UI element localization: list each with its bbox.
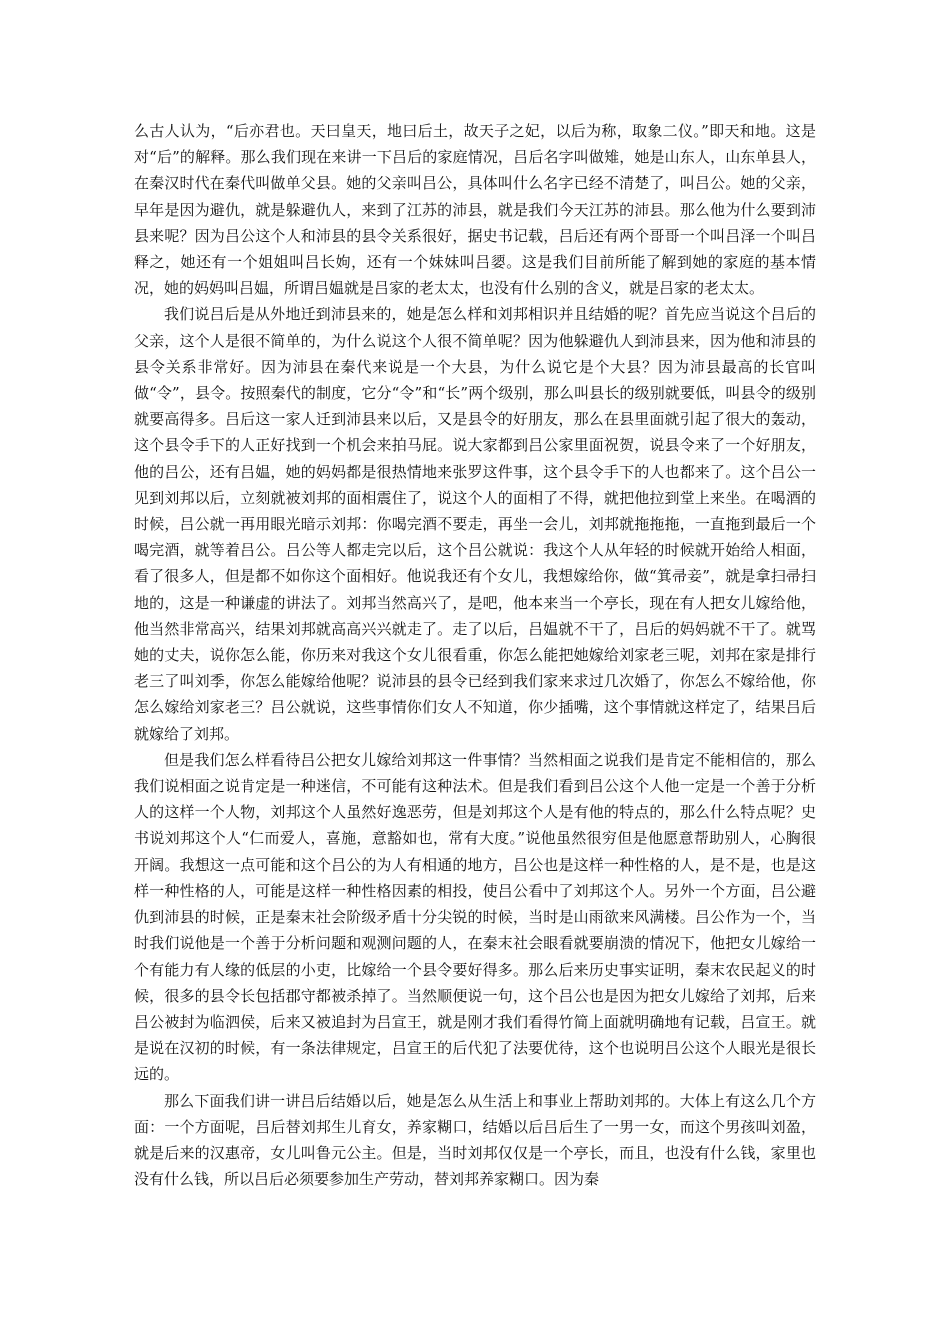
- paragraph-3: 但是我们怎么样看待吕公把女儿嫁给刘邦这一件事情？当然相面之说我们是肯定不能相信的，那么我们说相面之说肯定是一种迷信，不可能有这种法术。但是我们看到吕公这个人他一定是一个善于分析人的这样一个人物，刘邦这个人虽然好逸恶劳，但是刘邦这个人是有他的特点的，那么什么特点呢？史书说刘邦这个人“仁而爱人，喜施，意豁如也，常有大度。”说他虽然很穷但是他愿意帮助别人，心胸很开阔。我想这一点可能和这个吕公的为人有相通的地方，吕公也是这样一种性格的人，是不是，也是这样一种性格的人，可能是这样一种性格因素的相投，使吕公看中了刘邦这个人。另外一个方面，吕公避仇到沛县的时候，正是秦末社会阶级矛盾十分尖锐的时候，当时是山雨欲来风满楼。吕公作为一个，当时我们说他是一个善于分析问题和观测问题的人，在秦末社会眼看就要崩溃的情况下，他把女儿嫁给一个有能力有人缘的低层的小吏，比嫁给一个县令要好得多。那么后来历史事实证明，秦末农民起义的时候，很多的县令长包括郡守都被杀掉了。当然顺便说一句，这个吕公也是因为把女儿嫁给了刘邦，后来吕公被封为临泗侯，后来又被追封为吕宣王，就是刚才我们看得竹简上面就明确地有记载，吕宣王。就是说在汉初的时候，有一条法律规定，吕宣王的后代犯了法要优待，这个也说明吕公这个人眼光是很长远的。: [134, 750, 816, 1084]
- paragraph-1: 么古人认为，“后亦君也。天曰皇天，地曰后土，故天子之妃，以后为称，取象二仪。”即天和地。这是对“后”的解释。那么我们现在来讲一下吕后的家庭情况，吕后名字叫做雉，她是山东人，山东单县人，在秦汉时代在秦代叫做单父县。她的父亲叫吕公，具体叫什么名字已经不清楚了，叫吕公。她的父亲，早年是因为避仇，就是躲避仇人，来到了江苏的沛县，就是我们今天江苏的沛县。那么他为什么要到沛县来呢？因为吕公这个人和沛县的县令关系很好，据史书记载，吕后还有两个哥哥一个叫吕泽一个叫吕释之，她还有一个姐姐叫吕长姁，还有一个妹妹叫吕媭。这是我们目前所能了解到她的家庭的基本情况，她的妈妈叫吕媪，所谓吕媪就是吕家的老太太，也没有什么别的含义，就是吕家的老太太。: [134, 122, 816, 298]
- paragraph-4: 那么下面我们讲一讲吕后结婚以后，她是怎么从生活上和事业上帮助刘邦的。大体上有这么几个方面：一个方面呢，吕后替刘邦生儿育女，养家糊口，结婚以后吕后生了一男一女，而这个男孩叫刘盈，就是后来的汉惠帝，女儿叫鲁元公主。但是，当时刘邦仅仅是一个亭长，而且，也没有什么钱，家里也没有什么钱，所以吕后必须要参加生产劳动，替刘邦养家糊口。因为秦: [134, 1091, 816, 1189]
- document-page: [134, 118, 816, 1192]
- paragraph-2: 我们说吕后是从外地迁到沛县来的，她是怎么样和刘邦相识并且结婚的呢？首先应当说这个吕后的父亲，这个人是很不简单的，为什么说这个人很不简单呢？因为他躲避仇人到沛县来，因为他和沛县的县令关系非常好。因为沛县在秦代来说是一个大县，为什么说它是个大县？因为沛县最高的长官叫做“令”，县令。按照秦代的制度，它分“令”和“长”两个级别，那么叫县长的级别就要低，叫县令的级别就要高得多。吕后这一家人迁到沛县来以后，又是县令的好朋友，那么在县里面就引起了很大的轰动，这个县令手下的人正好找到一个机会来拍马屁。说大家都到吕公家里面祝贺，说县令来了一个好朋友，他的吕公，还有吕媪，她的妈妈都是很热情地来张罗这件事，这个县令手下的人也都来了。这个吕公一见到刘邦以后，立刻就被刘邦的面相震住了，说这个人的面相了不得，就把他拉到堂上来坐。在喝酒的时候，吕公就一再用眼光暗示刘邦：你喝完酒不要走，再坐一会儿，刘邦就拖拖拖，一直拖到最后一个喝完酒，就等着吕公。吕公等人都走完以后，这个吕公就说：我这个人从年轻的时候就开始给人相面，看了很多人，但是都不如你这个面相好。他说我还有个女儿，我想嫁给你，做“箕帚妾”，就是拿扫帚扫地的，这是一种谦虚的讲法了。刘邦当然高兴了，是吧，他本来当一个亭长，现在有人把女儿嫁给他，他当然非常高兴，结果刘邦就高高兴兴就走了。走了以后，吕媪就不干了，吕后的妈妈就不干了。就骂她的丈夫，说你怎么能，你历来对我这个女儿很看重，你怎么能把她嫁给刘家老三呢，刘邦在家是排行老三了叫刘季，你怎么能嫁给他呢？说沛县的县令已经到我们家来求过几次婚了，你怎么不嫁给他，你怎么嫁给刘家老三？吕公就说，这些事情你们女人不知道，你少插嘴，这个事情就这样定了，结果吕后就嫁给了刘邦。: [134, 305, 816, 743]
